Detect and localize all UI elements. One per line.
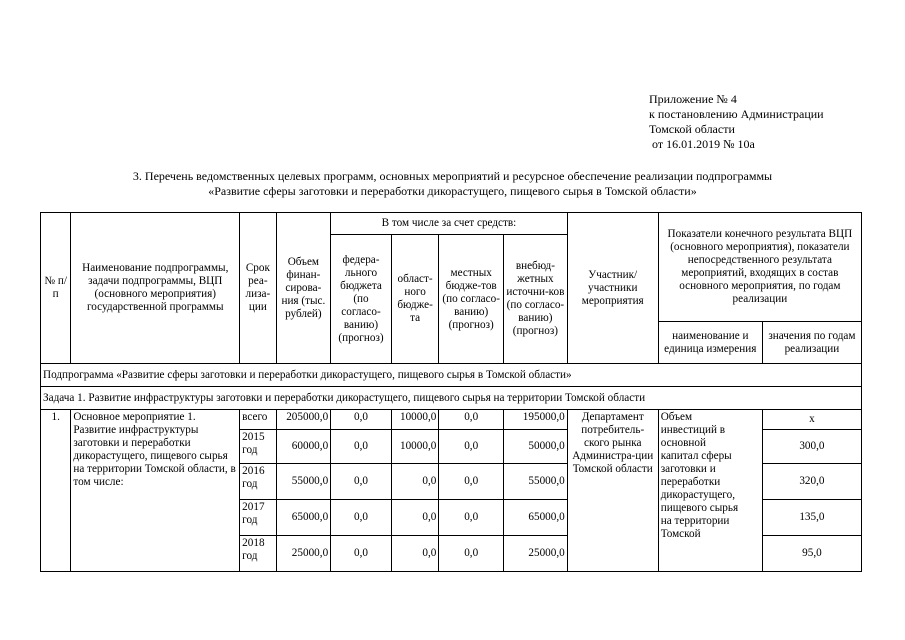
federal-cell: 0,0 <box>331 536 392 572</box>
regional-cell: 10000,0 <box>391 410 439 430</box>
header-indicator-name: наименование и единица измерения <box>658 322 762 364</box>
term-cell: 2018 год <box>240 536 276 572</box>
appendix-block <box>649 92 824 152</box>
regional-cell: 0,0 <box>391 464 439 500</box>
indicator-value-cell: 300,0 <box>762 430 861 464</box>
header-indicator-values: значения по годам реализации <box>762 322 861 364</box>
header-term: Срок реа-лиза-ции <box>240 213 276 364</box>
activity-name: Основное мероприятие 1. Развитие инфраструктуры заготовки и переработки дикорастущего, пищевого сырья на территории Томской области, в том числе: <box>71 410 240 572</box>
indicator-value-cell: 95,0 <box>762 536 861 572</box>
extra-cell: 50000,0 <box>504 430 568 464</box>
task-row: Задача 1. Развитие инфраструктуры заготовки и переработки дикорастущего, пищевого сырья на территории Томской области <box>41 387 862 410</box>
header-name: Наименование подпрограммы, задачи подпрограммы, ВЦП (основного мероприятия) государственной программы <box>71 213 240 364</box>
regional-cell: 0,0 <box>391 536 439 572</box>
title-line: «Развитие сферы заготовки и переработки дикорастущего, пищевого сырья в Томской области» <box>208 184 697 198</box>
header-federal: федера-льного бюджета (по согласо-ванию) (прогноз) <box>331 235 392 364</box>
header-regional: област-ного бюдже-та <box>391 235 439 364</box>
local-cell: 0,0 <box>439 464 504 500</box>
federal-cell: 0,0 <box>331 464 392 500</box>
programs-table <box>40 212 862 572</box>
header-volume: Объем финан-сирова-ния (тыс. рублей) <box>276 213 331 364</box>
participant-cell: Департамент потребитель-ского рынка Администра-ции Томской области <box>567 410 658 572</box>
indicator-value-cell: 320,0 <box>762 464 861 500</box>
indicator-value-cell: х <box>762 410 861 430</box>
term-cell: 2016 год <box>240 464 276 500</box>
volume-cell: 55000,0 <box>276 464 331 500</box>
volume-cell: 65000,0 <box>276 500 331 536</box>
extra-cell: 65000,0 <box>504 500 568 536</box>
indicator-value-cell: 135,0 <box>762 500 861 536</box>
title-line: 3. Перечень ведомственных целевых программ, основных мероприятий и ресурсное обеспечение реализации подпрограммы <box>132 169 773 183</box>
indicator-name-cell: Объем инвестиций в основной капитал сферы заготовки и переработки дикорастущего, пищевого сырья на территории Томской <box>658 410 762 572</box>
volume-cell: 60000,0 <box>276 430 331 464</box>
volume-cell: 205000,0 <box>276 410 331 430</box>
federal-cell: 0,0 <box>331 500 392 536</box>
federal-cell: 0,0 <box>331 430 392 464</box>
volume-cell: 25000,0 <box>276 536 331 572</box>
local-cell: 0,0 <box>439 536 504 572</box>
term-cell: 2015 год <box>240 430 276 464</box>
table-row <box>41 410 862 430</box>
regional-cell: 0,0 <box>391 500 439 536</box>
extra-cell: 25000,0 <box>504 536 568 572</box>
header-num: № п/п <box>41 213 71 364</box>
appendix-line: Томской области <box>649 122 735 136</box>
local-cell: 0,0 <box>439 430 504 464</box>
local-cell: 0,0 <box>439 410 504 430</box>
subprogram-row: Подпрограмма «Развитие сферы заготовки и переработки дикорастущего, пищевого сырья в Томской области» <box>41 364 862 387</box>
document-title <box>40 169 865 199</box>
extra-cell: 55000,0 <box>504 464 568 500</box>
appendix-line: к постановлению Администрации <box>649 107 824 121</box>
header-participant: Участник/ участники мероприятия <box>567 213 658 364</box>
header-including: В том числе за счет средств: <box>331 213 568 235</box>
federal-cell: 0,0 <box>331 410 392 430</box>
regional-cell: 10000,0 <box>391 430 439 464</box>
header-extra: внебюд-жетных источни-ков (по согласо-ванию) (прогноз) <box>504 235 568 364</box>
term-cell: 2017 год <box>240 500 276 536</box>
header-indicators: Показатели конечного результата ВЦП (основного мероприятия), показатели непосредственного результата мероприятий, входящих в состав основного мероприятия, по годам реализации <box>658 213 861 322</box>
header-local: местных бюдже-тов (по согласо-ванию) (прогноз) <box>439 235 504 364</box>
extra-cell: 195000,0 <box>504 410 568 430</box>
appendix-line: от 16.01.2019 № 10а <box>649 137 755 151</box>
appendix-line: Приложение № 4 <box>649 92 737 106</box>
term-cell: всего <box>240 410 276 430</box>
local-cell: 0,0 <box>439 500 504 536</box>
activity-num: 1. <box>41 410 71 572</box>
